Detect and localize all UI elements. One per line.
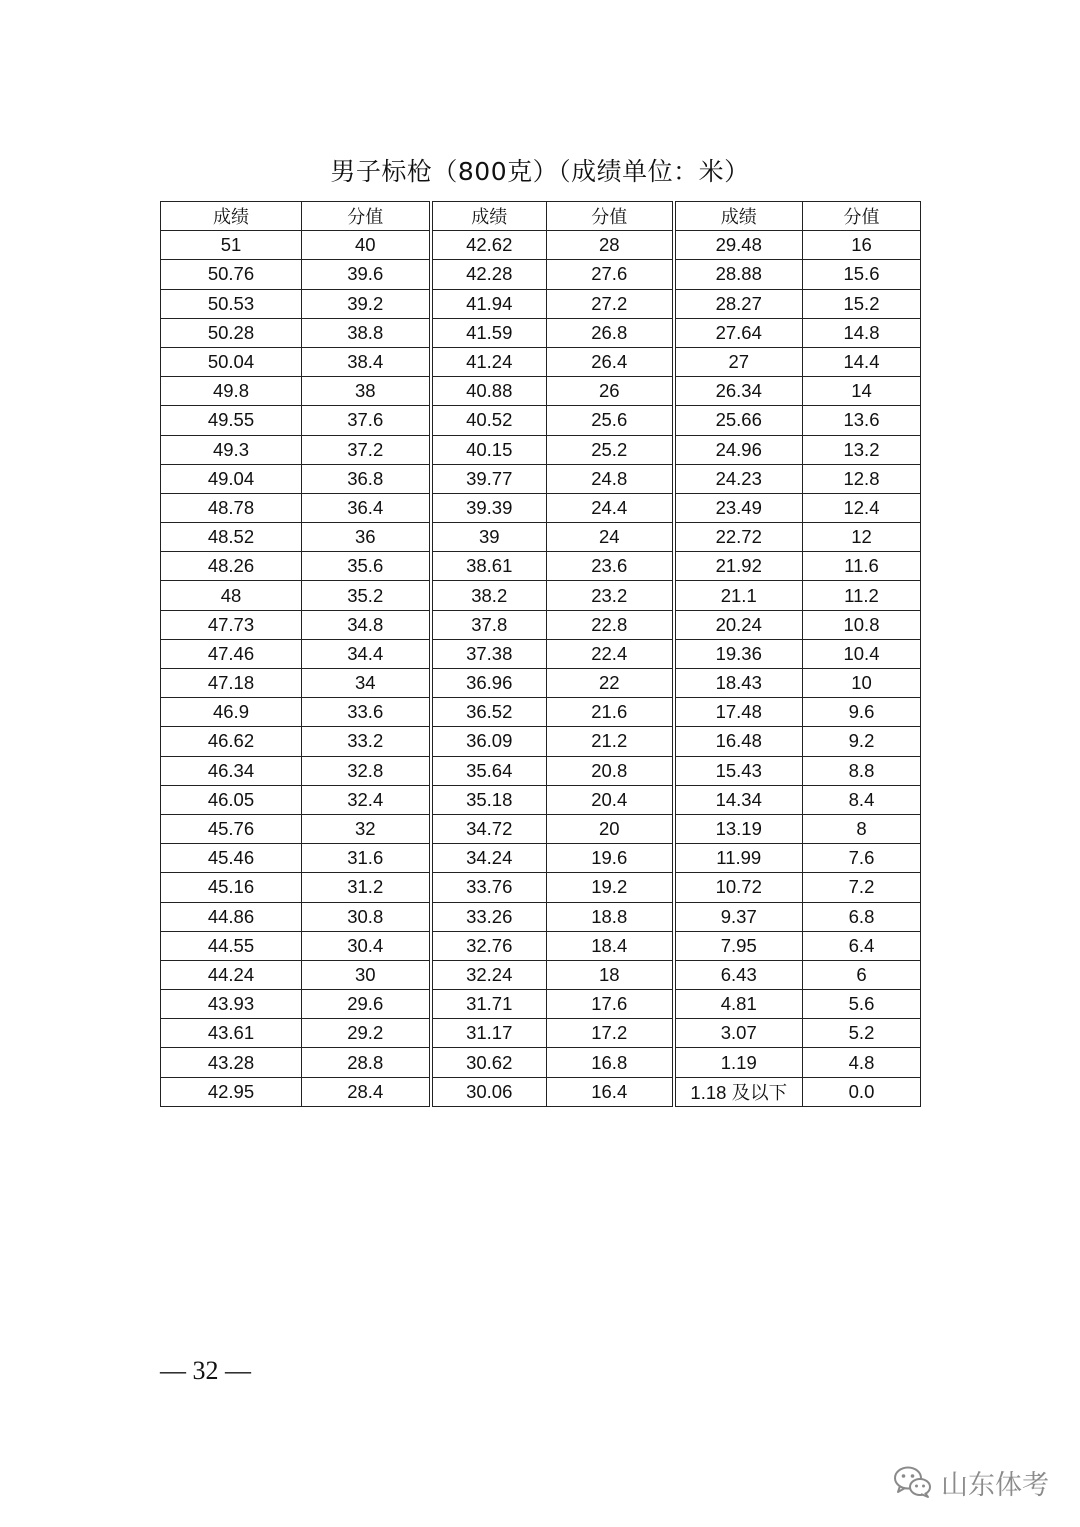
points-cell: 37.2	[302, 435, 431, 464]
table-row	[161, 844, 921, 873]
score-cell: 45.46	[161, 844, 302, 873]
table-row	[161, 581, 921, 610]
score-cell: 50.76	[161, 260, 302, 289]
points-cell: 7.2	[803, 873, 921, 902]
score-cell: 18.43	[674, 669, 803, 698]
points-cell: 39.2	[302, 289, 431, 318]
score-cell: 37.38	[431, 639, 547, 668]
table-body	[161, 231, 921, 1107]
header-points: 分值	[803, 202, 921, 231]
points-cell: 6.4	[803, 931, 921, 960]
points-cell: 24.4	[547, 493, 674, 522]
score-cell: 44.86	[161, 902, 302, 931]
score-cell: 14.34	[674, 785, 803, 814]
score-cell: 42.62	[431, 231, 547, 260]
points-cell: 37.6	[302, 406, 431, 435]
score-cell: 36.96	[431, 669, 547, 698]
points-cell: 20.4	[547, 785, 674, 814]
points-cell: 23.2	[547, 581, 674, 610]
points-cell: 5.2	[803, 1019, 921, 1048]
score-cell: 27	[674, 347, 803, 376]
points-cell: 15.2	[803, 289, 921, 318]
score-cell: 30.62	[431, 1048, 547, 1077]
score-cell: 42.95	[161, 1077, 302, 1106]
points-cell: 17.6	[547, 990, 674, 1019]
watermark	[893, 1462, 1049, 1502]
points-cell: 16	[803, 231, 921, 260]
score-cell: 9.37	[674, 902, 803, 931]
score-cell: 44.24	[161, 960, 302, 989]
points-cell: 16.4	[547, 1077, 674, 1106]
points-cell: 22.8	[547, 610, 674, 639]
score-cell: 31.17	[431, 1019, 547, 1048]
score-cell: 48.52	[161, 523, 302, 552]
points-cell: 28.8	[302, 1048, 431, 1077]
score-cell: 51	[161, 231, 302, 260]
points-cell: 10.4	[803, 639, 921, 668]
table-row	[161, 756, 921, 785]
score-cell: 48	[161, 581, 302, 610]
points-cell: 35.2	[302, 581, 431, 610]
points-cell: 32.8	[302, 756, 431, 785]
table-row	[161, 377, 921, 406]
points-cell: 27.6	[547, 260, 674, 289]
score-cell: 38.2	[431, 581, 547, 610]
score-cell: 24.23	[674, 464, 803, 493]
score-cell: 23.49	[674, 493, 803, 522]
table-row	[161, 1048, 921, 1077]
points-cell: 23.6	[547, 552, 674, 581]
points-cell: 31.6	[302, 844, 431, 873]
table-row	[161, 289, 921, 318]
score-cell: 43.93	[161, 990, 302, 1019]
score-cell: 11.99	[674, 844, 803, 873]
score-cell: 1.19	[674, 1048, 803, 1077]
header-score: 成绩	[161, 202, 302, 231]
score-cell: 21.1	[674, 581, 803, 610]
score-cell: 33.26	[431, 902, 547, 931]
points-cell: 39.6	[302, 260, 431, 289]
points-cell: 7.6	[803, 844, 921, 873]
score-cell: 40.88	[431, 377, 547, 406]
score-cell: 44.55	[161, 931, 302, 960]
points-cell: 14.8	[803, 318, 921, 347]
score-cell: 16.48	[674, 727, 803, 756]
score-cell: 13.19	[674, 814, 803, 843]
score-cell: 20.24	[674, 610, 803, 639]
score-cell: 28.88	[674, 260, 803, 289]
score-cell: 6.43	[674, 960, 803, 989]
points-cell: 8	[803, 814, 921, 843]
score-cell: 21.92	[674, 552, 803, 581]
points-cell: 24.8	[547, 464, 674, 493]
score-cell: 46.9	[161, 698, 302, 727]
points-cell: 18	[547, 960, 674, 989]
points-cell: 26.8	[547, 318, 674, 347]
points-cell: 34	[302, 669, 431, 698]
points-cell: 14	[803, 377, 921, 406]
table-header	[161, 202, 921, 231]
table-row	[161, 960, 921, 989]
points-cell: 24	[547, 523, 674, 552]
points-cell: 12	[803, 523, 921, 552]
points-cell: 35.6	[302, 552, 431, 581]
points-cell: 21.2	[547, 727, 674, 756]
points-cell: 6	[803, 960, 921, 989]
points-cell: 33.2	[302, 727, 431, 756]
table-row	[161, 931, 921, 960]
score-cell: 48.78	[161, 493, 302, 522]
score-cell: 3.07	[674, 1019, 803, 1048]
score-cell: 25.66	[674, 406, 803, 435]
points-cell: 9.2	[803, 727, 921, 756]
score-cell: 31.71	[431, 990, 547, 1019]
table-row	[161, 318, 921, 347]
points-cell: 36	[302, 523, 431, 552]
points-cell: 15.6	[803, 260, 921, 289]
points-cell: 9.6	[803, 698, 921, 727]
points-cell: 8.4	[803, 785, 921, 814]
score-cell: 39	[431, 523, 547, 552]
score-cell: 19.36	[674, 639, 803, 668]
table-row	[161, 347, 921, 376]
points-cell: 33.6	[302, 698, 431, 727]
points-cell: 30	[302, 960, 431, 989]
points-cell: 11.6	[803, 552, 921, 581]
score-cell: 36.52	[431, 698, 547, 727]
score-cell: 48.26	[161, 552, 302, 581]
score-cell: 37.8	[431, 610, 547, 639]
points-cell: 38	[302, 377, 431, 406]
table-row	[161, 698, 921, 727]
points-cell: 40	[302, 231, 431, 260]
score-cell: 27.64	[674, 318, 803, 347]
table-row	[161, 990, 921, 1019]
score-cell: 46.05	[161, 785, 302, 814]
score-table	[160, 201, 921, 1107]
points-cell: 26.4	[547, 347, 674, 376]
score-cell: 22.72	[674, 523, 803, 552]
score-cell: 32.24	[431, 960, 547, 989]
header-score: 成绩	[431, 202, 547, 231]
points-cell: 38.8	[302, 318, 431, 347]
score-cell: 45.76	[161, 814, 302, 843]
wechat-icon	[893, 1465, 933, 1499]
score-cell: 50.53	[161, 289, 302, 318]
table-row	[161, 406, 921, 435]
score-cell: 41.24	[431, 347, 547, 376]
table-row	[161, 669, 921, 698]
score-cell: 15.43	[674, 756, 803, 785]
score-cell: 43.28	[161, 1048, 302, 1077]
points-cell: 28.4	[302, 1077, 431, 1106]
table-row	[161, 873, 921, 902]
header-points: 分值	[302, 202, 431, 231]
points-cell: 22.4	[547, 639, 674, 668]
table-row	[161, 610, 921, 639]
points-cell: 11.2	[803, 581, 921, 610]
points-cell: 16.8	[547, 1048, 674, 1077]
score-cell: 46.34	[161, 756, 302, 785]
table-row	[161, 639, 921, 668]
points-cell: 28	[547, 231, 674, 260]
points-cell: 19.6	[547, 844, 674, 873]
score-cell: 42.28	[431, 260, 547, 289]
points-cell: 18.4	[547, 931, 674, 960]
table-row	[161, 1077, 921, 1106]
points-cell: 31.2	[302, 873, 431, 902]
score-cell: 7.95	[674, 931, 803, 960]
table-row	[161, 260, 921, 289]
score-cell: 4.81	[674, 990, 803, 1019]
page-number: — 32 —	[160, 1356, 251, 1385]
score-cell: 36.09	[431, 727, 547, 756]
points-cell: 20.8	[547, 756, 674, 785]
points-cell: 34.8	[302, 610, 431, 639]
score-cell: 46.62	[161, 727, 302, 756]
points-cell: 19.2	[547, 873, 674, 902]
score-cell: 26.34	[674, 377, 803, 406]
points-cell: 32.4	[302, 785, 431, 814]
points-cell: 18.8	[547, 902, 674, 931]
points-cell: 10.8	[803, 610, 921, 639]
points-cell: 12.4	[803, 493, 921, 522]
table-row	[161, 493, 921, 522]
score-cell: 40.15	[431, 435, 547, 464]
score-cell: 47.18	[161, 669, 302, 698]
score-cell: 43.61	[161, 1019, 302, 1048]
points-cell: 29.2	[302, 1019, 431, 1048]
points-cell: 34.4	[302, 639, 431, 668]
score-cell: 39.39	[431, 493, 547, 522]
points-cell: 12.8	[803, 464, 921, 493]
header-row	[161, 202, 921, 231]
page-title: 男子标枪（800克）（成绩单位：米）	[330, 157, 750, 186]
score-cell: 49.8	[161, 377, 302, 406]
points-cell: 30.4	[302, 931, 431, 960]
score-cell: 35.64	[431, 756, 547, 785]
table-row	[161, 552, 921, 581]
score-cell: 24.96	[674, 435, 803, 464]
score-cell: 34.72	[431, 814, 547, 843]
points-cell: 36.4	[302, 493, 431, 522]
points-cell: 22	[547, 669, 674, 698]
table-row	[161, 435, 921, 464]
score-cell: 47.46	[161, 639, 302, 668]
score-cell: 34.24	[431, 844, 547, 873]
table-row	[161, 727, 921, 756]
score-cell: 38.61	[431, 552, 547, 581]
points-cell: 26	[547, 377, 674, 406]
score-cell: 32.76	[431, 931, 547, 960]
score-cell: 40.52	[431, 406, 547, 435]
points-cell: 30.8	[302, 902, 431, 931]
points-cell: 13.2	[803, 435, 921, 464]
score-cell: 47.73	[161, 610, 302, 639]
score-cell: 49.3	[161, 435, 302, 464]
score-cell: 50.04	[161, 347, 302, 376]
points-cell: 0.0	[803, 1077, 921, 1106]
points-cell: 21.6	[547, 698, 674, 727]
points-cell: 36.8	[302, 464, 431, 493]
points-cell: 29.6	[302, 990, 431, 1019]
points-cell: 5.6	[803, 990, 921, 1019]
header-points: 分值	[547, 202, 674, 231]
points-cell: 27.2	[547, 289, 674, 318]
points-cell: 4.8	[803, 1048, 921, 1077]
score-cell: 10.72	[674, 873, 803, 902]
score-cell: 1.18 及以下	[674, 1077, 803, 1106]
table-row	[161, 464, 921, 493]
table-row	[161, 902, 921, 931]
score-cell: 41.94	[431, 289, 547, 318]
points-cell: 20	[547, 814, 674, 843]
points-cell: 13.6	[803, 406, 921, 435]
points-cell: 10	[803, 669, 921, 698]
score-cell: 30.06	[431, 1077, 547, 1106]
points-cell: 17.2	[547, 1019, 674, 1048]
score-cell: 28.27	[674, 289, 803, 318]
points-cell: 25.2	[547, 435, 674, 464]
points-cell: 8.8	[803, 756, 921, 785]
score-cell: 49.04	[161, 464, 302, 493]
points-cell: 32	[302, 814, 431, 843]
points-cell: 38.4	[302, 347, 431, 376]
table-row	[161, 1019, 921, 1048]
table-row	[161, 523, 921, 552]
table-row	[161, 814, 921, 843]
score-cell: 35.18	[431, 785, 547, 814]
header-score: 成绩	[674, 202, 803, 231]
score-cell: 29.48	[674, 231, 803, 260]
points-cell: 25.6	[547, 406, 674, 435]
score-cell: 50.28	[161, 318, 302, 347]
table-row	[161, 785, 921, 814]
score-cell: 41.59	[431, 318, 547, 347]
watermark-text: 山东体考	[941, 1469, 1049, 1501]
score-cell: 17.48	[674, 698, 803, 727]
points-cell: 6.8	[803, 902, 921, 931]
score-cell: 49.55	[161, 406, 302, 435]
score-cell: 39.77	[431, 464, 547, 493]
points-cell: 14.4	[803, 347, 921, 376]
score-cell: 45.16	[161, 873, 302, 902]
score-cell: 33.76	[431, 873, 547, 902]
table-row	[161, 231, 921, 260]
